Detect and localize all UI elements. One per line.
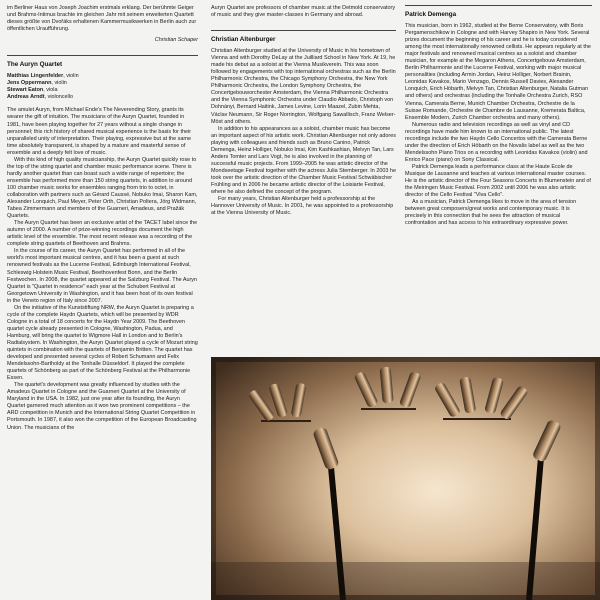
body-paragraph: In addition to his appearances as a soloist, chamber music has become an important aspect of his artistic work. Christian Altenburger not only adores playing with colleagues and friends such as Bruno Canino, Patrick Demenga, Heinz Holliger, Nobuko Imai, Kim Kashkashian, Melvyn Tan, Lars Anders Tomter and Lars Vogt, he is also involved in the planning of successful music projects. From 1999–2005 he was artistic director of the Mondseetage Festival together with the actress Julia Stemberger. In 2003 he took over the artistic direction of the Chamber Music Festival Schwäbischer Frühling and in 2006 he became artistic director of the Loisiarte Festival, where he also defined the concept of the program.	[211, 125, 396, 196]
microphones-photo	[211, 357, 600, 600]
body-paragraph: As a musician, Patrick Demenga likes to move in the area of tension between great composers/great works and contemporary music. It is precisely in this connection that he sees the attraction of musical confrontation and has access to his extraordinary expressive power.	[405, 199, 577, 227]
body-paragraph: The Auryn Quartet has been an exclusive artist of the TACET label since the autumn of 2000. A number of prize-winning recordings document the high artistic level of the ensemble. The most recent release was a recording of the complete string quartets of Beethoven and Brahms.	[7, 220, 198, 248]
body-paragraph: With this kind of high quality musicianship, the Auryn Quartet quickly rose to the top of the string quartet and chamber music performance scene. There is hardly another quartet than can boast such a wide range of repertoire; the ensemble has performed more than 150 string quartets, in addition to around 100 chamber music works for ensembles ranging from trio to octet, in collaboration with partners such as Gérard Caussé, Nobuko Imai, Sharon Kam, Alexander Lonquich, Paul Meyer, Peter Orth, Christian Poltera, Jörg Widmann, Tabea Zimmermann and members of the Guarneri, Amadeus, and Pražák Quartets.	[7, 156, 198, 220]
body-paragraph: On the initiative of the Kunststiftung NRW, the Auryn Quartet is preparing a cycle of the complete Haydn Quartets, which will be presented by WDR Cologne in a total of 18 concerts for the Haydn Year 2009. The Beethoven quartet cycle already presented in Cologne, Washington, Padua, and Hamburg, will bring the quartet to Wigmore Hall in London and to Berlin's Radialsystem. In Washington, the Auryn Quartet played a cycle of Mozart string quintets in combination with the quartets of Benjamin Britten. The quartet has developed and presented several cycles of Robert Schumann and Felix Mendelssohn-Bartholdy at the Tonhalle Düsseldorf. It played the complete quartets of Schönberg as part of the Schönberg Festival at the Philharmonie Essen.	[7, 304, 198, 382]
member-item: Jens Oppermann, violin	[7, 80, 67, 87]
body-paragraph: For many years, Christian Altenburger held a professorship at the Hannover University of Music. In 2001, he was appointed to a professorship at the Vienna University of Music.	[211, 196, 394, 217]
column-altenburger	[211, 5, 396, 217]
member-list	[7, 73, 198, 101]
column-demenga	[405, 5, 592, 227]
body-paragraph: Patrick Demenga leads a performance class at the Haute Ecole de Musique de Lausanne and teaches at various international master courses. He is the artistic director of the Four Seasons Concerts in Blumenstein and of the Meiringen Music Festival. From 2002 until 2006 he was also artistic director of the Cello Festival "Viva Cello".	[405, 163, 591, 199]
section-rule	[7, 55, 198, 56]
body-paragraph: Christian Altenburger studied at the University of Music in his hometown of Vienna and with Dorothy DeLay at the Juilliard School in New York. At 19, he made his debut as a soloist at the Vienna Musikverein. This was soon followed by engagements with top international orchestras such as the Berlin Philharmonic Orchestra, the Chicago Symphony Orchestra, the New York Philharmonic Orchestra, the London Symphony Orchestra, the Concertgebouworchester Amsterdam, the Vienna Philharmonic Orchestra and the Vienna Symphonic Orchestra under Claudio Abbado, Christoph von Dohnányi, Bernard Haitink, James Levine, Lorin Maazel, Zubin Mehta, Václav Neumann, Sir Roger Norrington, Wolfgang Sawallisch, Franz Welser-Möst and others.	[211, 48, 396, 125]
continued-text: Auryn Quartet are professors of chamber music at the Detmold conservatory of music and they give master-classes in Germany and abroad.	[211, 5, 396, 19]
member-item: Stewart Eaton, viola	[7, 87, 58, 94]
section-rule	[405, 5, 592, 6]
body-paragraph: In the course of its career, the Auryn Quartet has performed in all of the world's most important musical centres, and it has been a guest at such renowned festivals as the Lucerne Festival, Edinburgh International Festival, Schleswig Holstein Music Festival, Beethovenfest Bonn, and the Berlin Festwochen. In 2008, the quartet appeared at the Salzburg Festival. The Auryn Quartet is "Quartet in residence" each year at the Schubert Festival at Georgetown University in Washington, and it has been host of its own festival in the Veneto region of Italy since 2007.	[7, 248, 198, 304]
section-heading-auryn: The Auryn Quartet	[7, 61, 63, 69]
section-heading-demenga: Patrick Demenga	[405, 11, 457, 18]
body-paragraph: The amulet Auryn, from Michael Ende's The Neverending Story, grants its wearer the gift of intuition. The musicians of the Auryn Quartet, founded in 1981, have been playing together for 27 years without a single change in personnel; this rich history of shared musical experience is the basis for their unparalleled unity of interpretation. Their playing, expressive but at the same time absolutely transparent, is shaped by a mature and masterful sense of ensemble and a deeply felt love of music.	[7, 107, 192, 156]
body-paragraph: The quartet's development was greatly influenced by studies with the Amadeus Quartet in Cologne and the Guarneri Quartet at the University of Maryland in the USA. In 1982, just one year after its founding, the Auryn Quartet garnered much attention as it won two prominent competitions – the ARD competition in Munich and the International String Quartet Competition in Portsmouth. In 1987, it also won the competition of the European Broadcasting Union. The musicians of the	[7, 382, 197, 431]
member-item: Matthias Lingenfelder, violin	[7, 73, 79, 80]
german-intro-text: im Berliner Haus von Joseph Joachim erstmals erklang. Der berühmte Geiger und Brahms-Intimus brachte im gleichen Jahr mit seinem erweiterten Quartett dieses größte von Dvořáks erhaltenen Kammermusikwerken in Berlin auch zur öffentlichen Uraufführung.	[7, 5, 197, 33]
section-heading-altenburger: Christian Altenburger	[211, 36, 276, 44]
column-auryn	[7, 5, 198, 432]
member-item: Andreas Arndt, violoncello	[7, 94, 73, 101]
body-paragraph: This musician, born in 1962, studied at the Berne Conservatory, with Boris Pergamenschikow in Cologne and with Harvey Shapiro in New York. Several prizes document the beginning of his career and he is today considered among the most internationally renowned cellists. He appears regularly at the major festivals and renowned musical centres as a soloist and chamber musician, for example at the Megaron Athens, Concertgebouw Amsterdam, Berlin Philharmonie and the Lucerne Festival, working with major musical personalities (including Armin Jordan, Heinz Holliger, Norbert Brainin, Leonidas Kavakos, Mario Venzago, Dennis Russell Davies, Alexander Lonquich, Erich Höbarth, Melvyn Tan, Christian Altenburger, Natalia Gutman and others) and orchestras (including the Tonhalle Orchestra Zurich, RSO Vienna, Camerata Berne, Munich Chamber Orchestra, Orchestre de la Suisse Romande, Orchestre de Chambre de Lausanne, Kremerata Baltica, Ensemble Modern, Zurich Chamber orchestra and many others).	[405, 23, 591, 121]
body-paragraph: Numerous radio and television recordings as well as vinyl and CD recordings have made him known to an international public. The latest recordings include the two Haydn Cello Concertos with the Camerata Berne under the direction of Erich Höbarth on the Novalis label as well as the two Mendelssohn Piano Trios on a recording with Leonidas Kavakos (violin) and Enrico Pace (piano) on Sony Classical.	[405, 121, 588, 163]
section-rule	[211, 30, 396, 31]
author-signature: Christian Schaper	[154, 37, 198, 44]
